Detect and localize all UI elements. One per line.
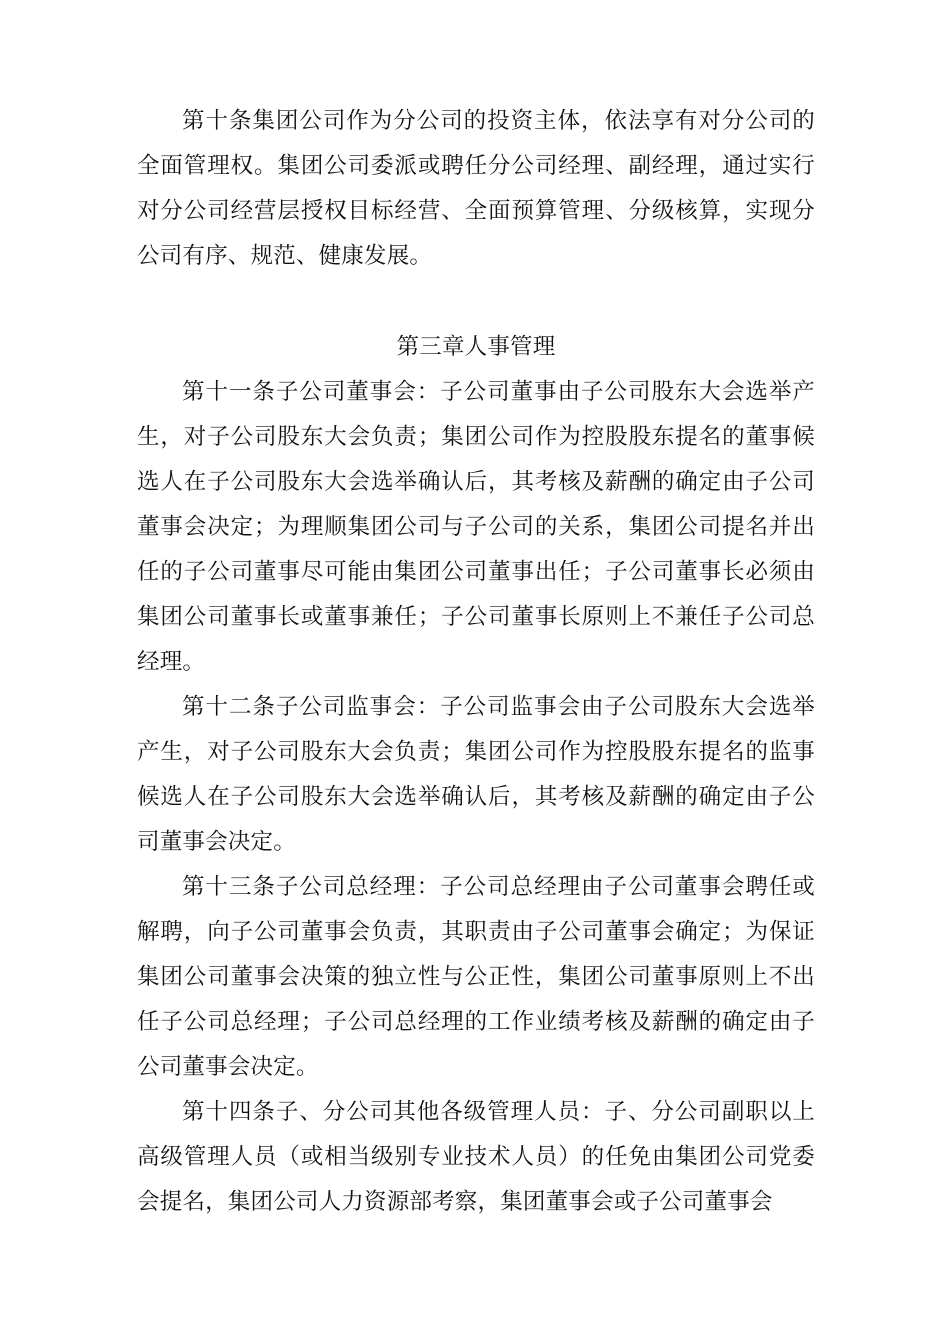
article-12-paragraph: 第十二条子公司监事会：子公司监事会由子公司股东大会选举产生，对子公司股东大会负责；集团公司作为控股股东提名的监事候选人在子公司股东大会选举确认后，其考核及薪酬的确定由子公司董事会决定。 bbox=[137, 694, 815, 855]
article-11-paragraph: 第十一条子公司董事会：子公司董事由子公司股东大会选举产生，对子公司股东大会负责；集团公司作为控股股东提名的董事候选人在子公司股东大会选举确认后，其考核及薪酬的确定由子公司董事会决定；为理顺集团公司与子公司的关系，集团公司提名并出任的子公司董事尽可能由集团公司董事出任；子公司董事长必须由集团公司董事长或董事兼任；子公司董事长原则上不兼任子公司总经理。 bbox=[137, 379, 815, 675]
article-14-paragraph: 第十四条子、分公司其他各级管理人员：子、分公司副职以上高级管理人员（或相当级别专业技术人员）的任免由集团公司党委会提名，集团公司人力资源部考察，集团董事会或子公司董事会 bbox=[137, 1099, 815, 1215]
article-10-paragraph: 第十条集团公司作为分公司的投资主体，依法享有对分公司的全面管理权。集团公司委派或聘任分公司经理、副经理，通过实行对分公司经营层授权目标经营、全面预算管理、分级核算，实现分公司有序、规范、健康发展。 bbox=[137, 108, 815, 269]
document-body bbox=[137, 99, 815, 1225]
article-13-paragraph: 第十三条子公司总经理：子公司总经理由子公司董事会聘任或解聘，向子公司董事会负责，其职责由子公司董事会确定；为保证集团公司董事会决策的独立性与公正性，集团公司董事原则上不出任子公司总经理；子公司总经理的工作业绩考核及薪酬的确定由子公司董事会决定。 bbox=[137, 874, 815, 1080]
chapter-title: 第三章人事管理 bbox=[396, 334, 556, 360]
